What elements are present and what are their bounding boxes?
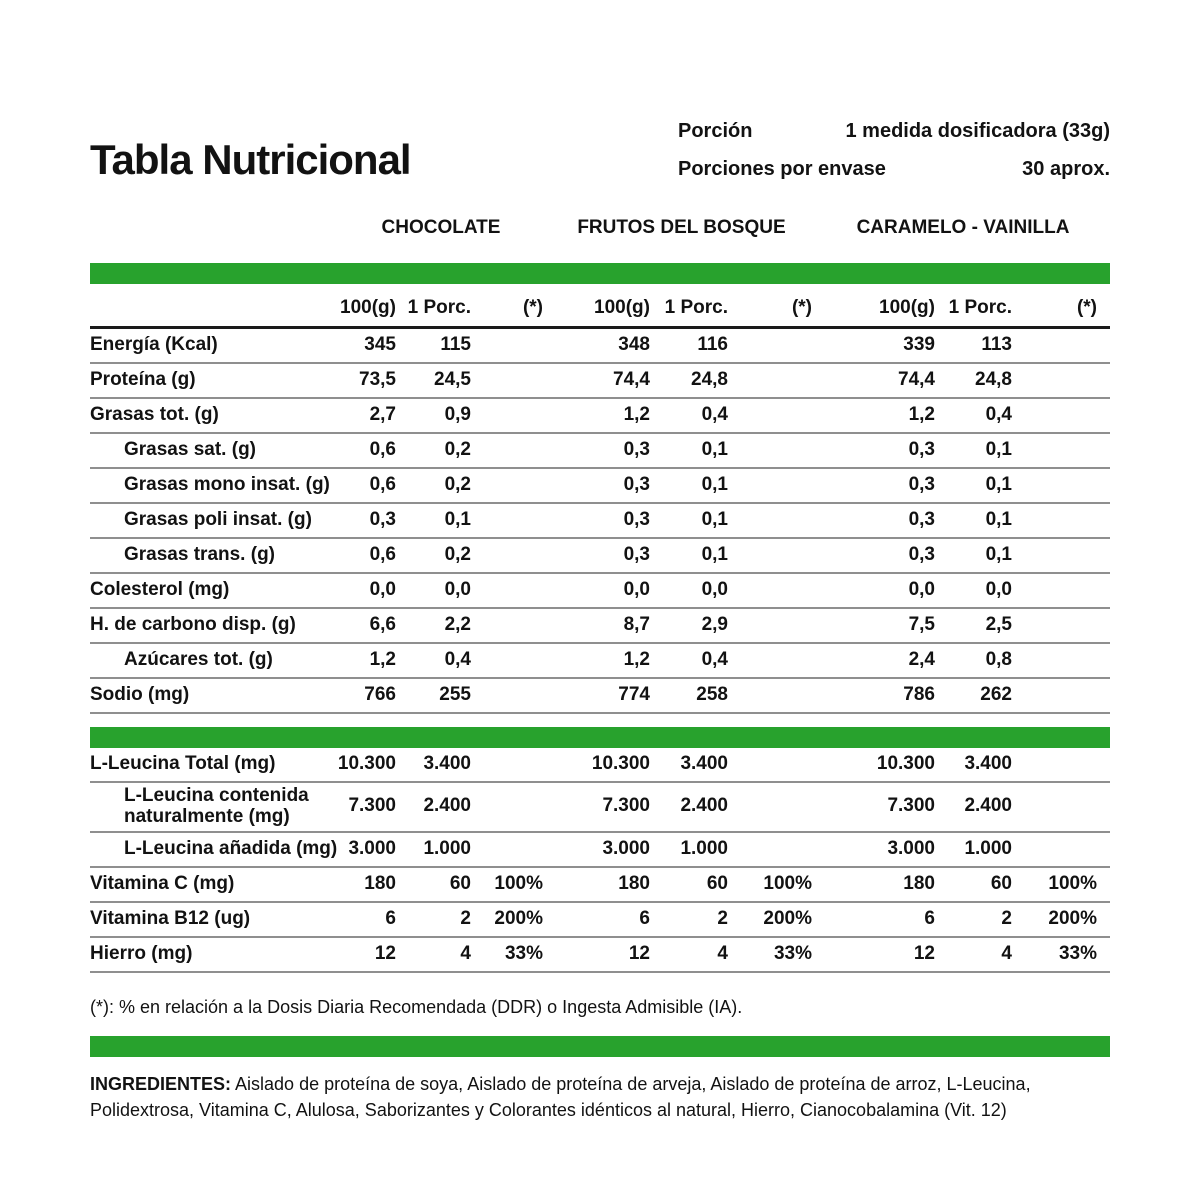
table-cell: 0,1	[701, 473, 728, 495]
row-label: Grasas mono insat. (g)	[124, 473, 330, 495]
table-cell: 0,6	[369, 438, 396, 460]
table-cell: 1.000	[680, 837, 728, 859]
table-cell: 12	[628, 942, 650, 964]
column-header: (*)	[791, 297, 812, 318]
table-cell: 0,1	[985, 473, 1012, 495]
table-cell: 0,4	[985, 403, 1012, 425]
table-row	[90, 903, 1110, 938]
table-cell: 180	[364, 872, 396, 894]
row-label: Grasas trans. (g)	[124, 543, 275, 565]
table-cell: 0,3	[623, 438, 650, 460]
table-row	[90, 574, 1110, 609]
column-header: 1 Porc.	[407, 297, 471, 318]
table-cell: 0,4	[444, 648, 471, 670]
table-cell: 0,2	[444, 438, 471, 460]
table-cell: 10.300	[337, 752, 396, 774]
nutrition-table	[90, 329, 1110, 973]
table-cell: 1.000	[964, 837, 1012, 859]
table-row	[90, 504, 1110, 539]
table-cell: 0,3	[623, 508, 650, 530]
table-cell: 2,4	[908, 648, 935, 670]
table-cell: 6	[924, 907, 935, 929]
table-cell: 3.000	[348, 837, 396, 859]
table-row	[90, 644, 1110, 679]
row-label: L-Leucina contenida naturalmente (mg)	[124, 785, 309, 827]
ingredients-label: INGREDIENTES:	[90, 1073, 232, 1094]
table-cell: 2,2	[444, 613, 471, 635]
table-cell: 100%	[494, 872, 543, 894]
table-row	[90, 329, 1110, 364]
table-cell: 0,9	[444, 403, 471, 425]
table-cell: 10.300	[876, 752, 935, 774]
table-cell: 200%	[1048, 907, 1097, 929]
ingredients	[90, 1071, 1110, 1123]
table-row	[90, 679, 1110, 714]
flavor-header-1: FRUTOS DEL BOSQUE	[577, 217, 786, 238]
table-cell: 0,1	[985, 508, 1012, 530]
table-cell: 0,4	[701, 648, 728, 670]
column-header: 1 Porc.	[948, 297, 1012, 318]
table-row	[90, 748, 1110, 783]
table-cell: 6	[639, 907, 650, 929]
column-header: 100(g)	[879, 297, 935, 318]
table-cell: 7.300	[348, 795, 396, 817]
ingredients-text: Aislado de proteína de soya, Aislado de proteína de arveja, Aislado de proteína de arroz, L-Leucina, Polidextrosa, Vitamina C, Alulosa, Saborizantes y Colorantes idénticos al natural, Hierro, Cianocobalamina (Vit. 12)	[90, 1073, 1031, 1120]
table-cell: 8,7	[623, 613, 650, 635]
column-header: 100(g)	[340, 297, 396, 318]
row-label: L-Leucina Total (mg)	[90, 752, 276, 774]
table-row	[90, 609, 1110, 644]
table-cell: 73,5	[359, 368, 396, 390]
row-label: H. de carbono disp. (g)	[90, 613, 296, 635]
page-title: Tabla Nutricional	[90, 136, 411, 183]
table-cell: 3.000	[887, 837, 935, 859]
table-row	[90, 399, 1110, 434]
serving-size-value: 1 medida dosificadora (33g)	[845, 120, 1110, 142]
table-cell: 200%	[494, 907, 543, 929]
table-cell: 0,3	[369, 508, 396, 530]
row-label: Vitamina C (mg)	[90, 872, 235, 894]
table-row	[90, 868, 1110, 903]
row-label: Grasas tot. (g)	[90, 403, 219, 425]
table-cell: 3.400	[423, 752, 471, 774]
table-cell: 0,2	[444, 543, 471, 565]
table-cell: 4	[717, 942, 728, 964]
table-cell: 2.400	[423, 795, 471, 817]
table-cell: 0,3	[908, 508, 935, 530]
table-cell: 1.000	[423, 837, 471, 859]
table-cell: 255	[439, 683, 471, 705]
table-cell: 0,3	[623, 543, 650, 565]
table-cell: 24,8	[975, 368, 1012, 390]
table-cell: 0,1	[701, 508, 728, 530]
table-cell: 339	[903, 333, 935, 355]
flavor-header-0: CHOCOLATE	[381, 217, 501, 238]
table-cell: 2	[1001, 907, 1012, 929]
table-cell: 33%	[1058, 942, 1097, 964]
table-cell: 115	[440, 333, 471, 355]
column-header: (*)	[1076, 297, 1097, 318]
table-cell: 1,2	[908, 403, 935, 425]
table-cell: 0,1	[701, 438, 728, 460]
table-cell: 33%	[504, 942, 543, 964]
row-label: Proteína (g)	[90, 368, 196, 390]
footnote: (*): % en relación a la Dosis Diaria Recomendada (DDR) o Ingesta Admisible (IA).	[90, 996, 743, 1017]
table-cell: 6	[385, 907, 396, 929]
table-cell: 0,6	[369, 543, 396, 565]
table-cell: 0,4	[701, 403, 728, 425]
table-cell: 2	[460, 907, 471, 929]
row-label: Grasas sat. (g)	[124, 438, 256, 460]
table-cell: 7.300	[602, 795, 650, 817]
table-cell: 262	[980, 683, 1012, 705]
table-cell: 180	[903, 872, 935, 894]
table-cell: 113	[981, 333, 1012, 355]
table-cell: 12	[913, 942, 935, 964]
table-cell: 0,2	[444, 473, 471, 495]
table-cell: 6,6	[369, 613, 396, 635]
table-cell: 345	[364, 333, 396, 355]
table-cell: 348	[618, 333, 650, 355]
table-cell: 1,2	[623, 648, 650, 670]
table-row	[90, 833, 1110, 868]
table-cell: 3.400	[680, 752, 728, 774]
row-label: Energía (Kcal)	[90, 333, 218, 355]
table-row	[90, 783, 1110, 833]
table-cell: 1,2	[623, 403, 650, 425]
table-cell: 0,0	[369, 578, 396, 600]
table-cell: 2,9	[701, 613, 728, 635]
table-cell: 12	[374, 942, 396, 964]
table-row	[90, 938, 1110, 973]
divider-bar-top	[90, 263, 1110, 284]
table-row	[90, 539, 1110, 574]
table-cell: 2,5	[985, 613, 1012, 635]
divider-bar-bottom	[90, 1036, 1110, 1057]
table-cell: 100%	[1048, 872, 1097, 894]
table-cell: 2	[717, 907, 728, 929]
row-label: Vitamina B12 (ug)	[90, 907, 251, 929]
table-cell: 2.400	[680, 795, 728, 817]
table-cell: 100%	[763, 872, 812, 894]
table-cell: 766	[364, 683, 396, 705]
table-row	[90, 469, 1110, 504]
table-cell: 180	[618, 872, 650, 894]
row-label: Azúcares tot. (g)	[124, 648, 273, 670]
table-cell: 60	[449, 872, 471, 894]
column-header: 100(g)	[594, 297, 650, 318]
servings-per-container-label: Porciones por envase	[678, 158, 886, 180]
table-cell: 24,5	[434, 368, 471, 390]
servings-per-container-value: 30 aprox.	[1022, 158, 1110, 180]
table-cell: 10.300	[591, 752, 650, 774]
table-cell: 1,2	[369, 648, 396, 670]
divider-bar-middle	[90, 727, 1110, 748]
table-cell: 0,0	[701, 578, 728, 600]
table-cell: 0,3	[908, 438, 935, 460]
row-label: Grasas poli insat. (g)	[124, 508, 312, 530]
servings-per-container-row	[678, 158, 1110, 181]
column-header: (*)	[522, 297, 543, 318]
serving-size-row	[678, 120, 1110, 143]
table-cell: 33%	[773, 942, 812, 964]
row-label: Sodio (mg)	[90, 683, 190, 705]
column-header: 1 Porc.	[664, 297, 728, 318]
table-cell: 2.400	[964, 795, 1012, 817]
table-cell: 0,1	[701, 543, 728, 565]
table-cell: 24,8	[691, 368, 728, 390]
table-cell: 0,0	[908, 578, 935, 600]
table-cell: 2,7	[369, 403, 396, 425]
table-cell: 786	[903, 683, 935, 705]
table-cell: 3.400	[964, 752, 1012, 774]
header	[90, 120, 1110, 183]
table-cell: 0,1	[444, 508, 471, 530]
row-label: Hierro (mg)	[90, 942, 193, 964]
table-cell: 4	[460, 942, 471, 964]
table-cell: 4	[1001, 942, 1012, 964]
table-cell: 7.300	[887, 795, 935, 817]
table-cell: 0,0	[623, 578, 650, 600]
column-header-row	[90, 284, 1110, 329]
table-cell: 774	[618, 683, 650, 705]
table-cell: 74,4	[898, 368, 935, 390]
table-cell: 0,1	[985, 543, 1012, 565]
table-cell: 0,3	[908, 473, 935, 495]
table-cell: 60	[706, 872, 728, 894]
table-cell: 60	[990, 872, 1012, 894]
table-cell: 258	[696, 683, 728, 705]
table-row	[90, 434, 1110, 469]
row-label: Colesterol (mg)	[90, 578, 230, 600]
table-cell: 200%	[763, 907, 812, 929]
table-cell: 0,1	[985, 438, 1012, 460]
table-cell: 0,3	[623, 473, 650, 495]
table-cell: 0,0	[444, 578, 471, 600]
table-cell: 0,3	[908, 543, 935, 565]
flavor-header-row	[90, 217, 1110, 239]
table-cell: 116	[697, 333, 728, 355]
serving-info	[678, 120, 1110, 181]
table-cell: 0,6	[369, 473, 396, 495]
table-cell: 0,8	[985, 648, 1012, 670]
table-row	[90, 364, 1110, 399]
table-cell: 7,5	[908, 613, 935, 635]
serving-size-label: Porción	[678, 120, 753, 142]
table-cell: 3.000	[602, 837, 650, 859]
table-cell: 74,4	[613, 368, 650, 390]
flavor-header-2: CARAMELO - VAINILLA	[856, 217, 1070, 238]
row-label: L-Leucina añadida (mg)	[124, 837, 338, 859]
table-cell: 0,0	[985, 578, 1012, 600]
